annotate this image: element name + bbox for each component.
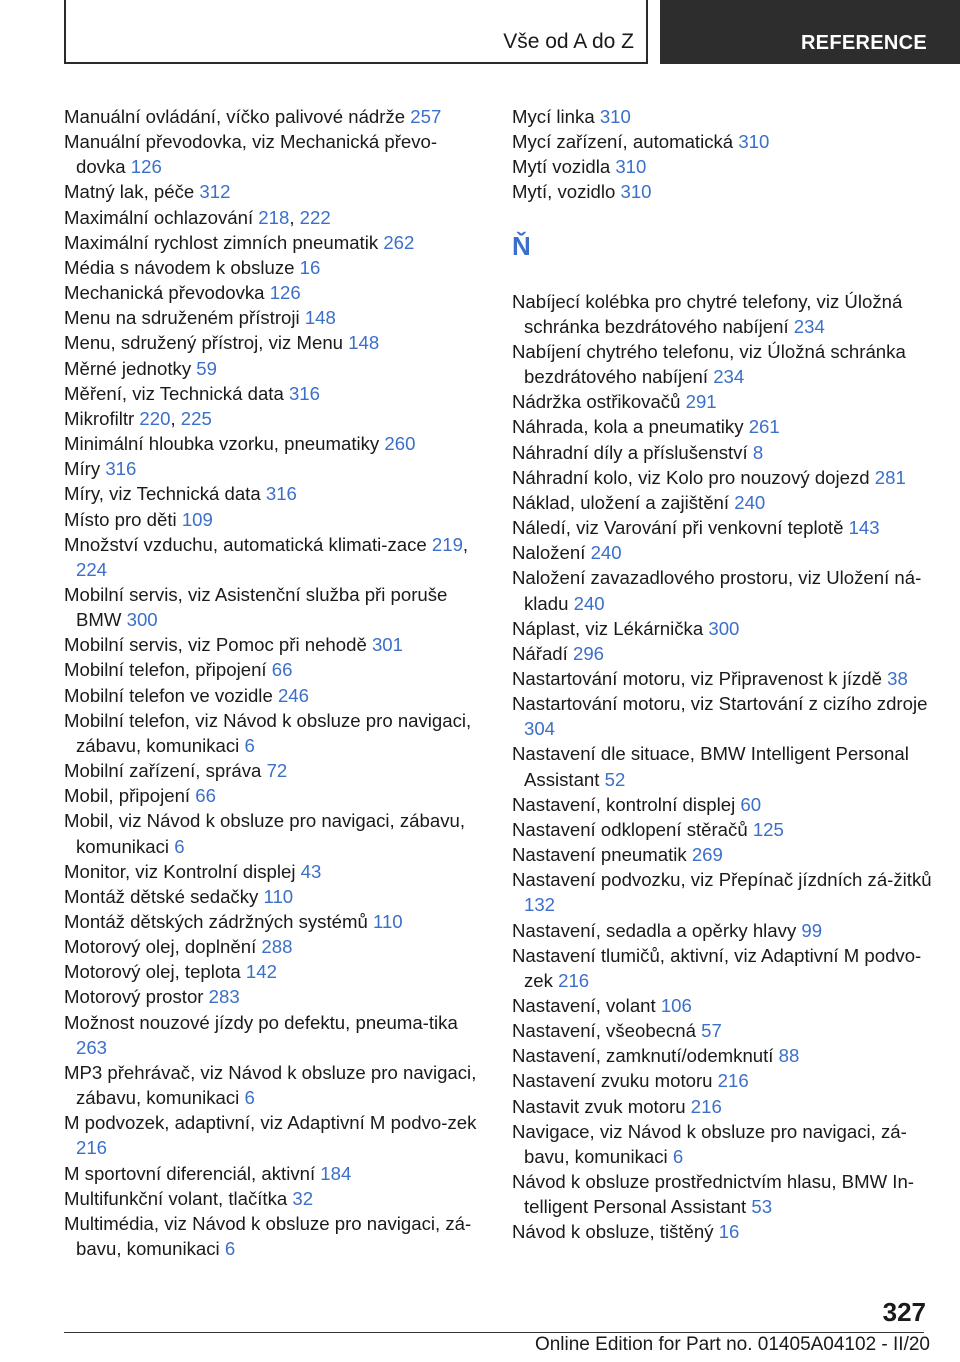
page-reference-link[interactable]: 260 [384,433,416,455]
index-entry-term: Motorový olej, teplota [64,961,241,983]
index-entry [64,280,484,305]
index-entry [512,1169,932,1219]
index-entry-term: Míry [64,458,101,480]
index-entry [512,154,932,179]
index-entry-term: Motorový prostor [64,986,204,1008]
index-entry-term: M podvozek, adaptivní, viz Adaptivní M podvo-zek [64,1112,477,1134]
index-entry [512,1119,932,1169]
index-entry-term: Mytí, vozidlo [512,181,616,203]
index-entry-term: Nabíjecí kolébka pro chytré telefony, viz Úložná schránka bezdrátového nabíjení [512,290,903,337]
index-entry [64,959,484,984]
page-reference-link[interactable]: 310 [615,156,647,178]
index-entry [64,783,484,808]
index-entry-term: Motorový olej, doplnění [64,936,257,958]
index-entry-term: Množství vzduchu, automatická klimati-zace [64,533,427,555]
index-entry [64,255,484,280]
page-reference-link[interactable]: 109 [181,508,213,530]
page-reference-link[interactable]: 6 [174,835,185,857]
index-entry-term: Nastavení, zamknutí/odemknutí [512,1045,774,1067]
index-entry [512,515,932,540]
page-reference-link[interactable]: 220 [139,407,171,429]
page-reference-link[interactable]: 110 [373,911,403,932]
page-reference-link[interactable]: 6 [672,1145,684,1167]
page-reference-link[interactable]: 240 [734,491,766,513]
chapter-tab [660,0,960,64]
index-entry [512,616,932,641]
index-entry [512,666,932,691]
page-reference-link[interactable]: 43 [300,860,322,882]
index-entry [64,356,484,381]
page-reference-link[interactable]: 310 [738,131,770,153]
page-reference-link[interactable]: 52 [604,768,626,790]
index-entry [512,339,932,389]
index-group-n [512,289,932,1245]
index-entry-term: Monitor, viz Kontrolní displej [64,860,296,882]
footer-edition: Online Edition for Part no. 01405A04102 - II/20 [534,1334,930,1355]
page-reference-link[interactable]: 234 [793,315,825,337]
page-reference-link[interactable]: 224 [76,558,108,580]
index-entry [512,465,932,490]
index-entry [64,1186,484,1211]
index-entry-term: Navigace, viz Návod k obsluze pro navigaci, zá-bavu, komunikaci [512,1120,907,1167]
index-entry [512,414,932,439]
index-entry-term: Návod k obsluze, tištěný [512,1221,714,1243]
page-reference-link[interactable]: 283 [208,986,240,1008]
index-entry-term: Mobilní servis, viz Asistenční služba při poruše BMW [64,583,448,631]
index-entry [512,490,932,515]
page-reference-link[interactable]: 316 [105,458,137,480]
index-entry: Mikrofiltr 220, 225 [64,407,212,429]
page-reference-link[interactable]: 291 [685,391,717,413]
index-entry-term: Měrné jednotky [64,357,192,379]
index-entry-term: M sportovní diferenciál, aktivní [64,1162,316,1184]
page-reference-link[interactable]: 261 [748,416,780,438]
index-entry [512,129,932,154]
index-entry-term: Nastavení, sedadla a opěrky hlavy [512,919,797,941]
index-entry-term: Maximální ochlazování [64,206,254,228]
page-reference-link[interactable]: 132 [524,894,556,916]
index-entry [64,179,484,204]
page-reference-link[interactable]: 126 [130,156,162,178]
page-reference-link[interactable]: 246 [277,684,309,706]
page-reference-link[interactable]: 99 [801,919,823,941]
page-reference-link[interactable]: 316 [288,382,320,404]
page-reference-link[interactable]: 216 [717,1070,749,1092]
index-entry-term: Mobilní zařízení, správa [64,760,262,782]
index-entry-term: Mycí zařízení, automatická [512,131,734,153]
index-entry [512,943,932,993]
page-reference-link[interactable]: 184 [320,1162,352,1184]
section-tab [64,0,648,64]
index-entry [64,456,484,481]
index-entry [64,305,484,330]
index-entry-term: Náplast, viz Lékárnička [512,617,704,639]
index-entry [64,1161,484,1186]
page-reference-link[interactable]: 288 [261,936,293,958]
page-reference-link[interactable]: 53 [751,1196,773,1218]
page-reference-link[interactable]: 106 [660,995,692,1016]
page-reference-link[interactable]: 66 [195,785,216,807]
page-reference-link[interactable]: 312 [199,181,231,203]
index-entry-term: Náhrada, kola a pneumatiky [512,416,744,438]
page-reference-link[interactable]: 143 [848,517,880,539]
index-entry [512,389,932,414]
index-entry-term: Mobilní servis, viz Pomoc při nehodě [64,634,367,656]
page-reference-link[interactable]: 125 [752,818,784,840]
index-entry [64,683,484,708]
index-entry-term: Nastavení, volant [512,995,656,1016]
chapter-label: REFERENCE [800,32,927,54]
index-entry-term: Mobilní telefon, viz Návod k obsluze pro navigaci, zábavu, komunikaci [64,709,472,756]
index-entry [512,792,932,817]
index-entry-term: Manuální ovládání, víčko palivové nádrže [64,106,406,127]
page-reference-link[interactable]: 225 [180,407,212,429]
index-entry [512,565,932,615]
index-entry-term: Manuální převodovka, viz Mechanická převo-dovka [64,131,438,178]
index-entry-term: Multifunkční volant, tlačítka [64,1187,288,1209]
index-entry-term: Multimédia, viz Návod k obsluze pro navigaci, zá-bavu, komunikaci [64,1212,472,1260]
page-reference-link[interactable]: 257 [410,106,442,127]
page-reference-link[interactable]: 300 [126,609,158,631]
index-entry [512,842,932,867]
index-entry-term: Mechanická převodovka [64,282,265,304]
page-reference-link[interactable]: 6 [224,1238,236,1260]
index-column-left [64,104,484,1261]
page-reference-link[interactable]: 6 [244,1087,255,1109]
index-entry [64,884,484,909]
page-reference-link[interactable]: 240 [573,592,605,614]
index-entry-term: Nabíjení chytrého telefonu, viz Úložná schránka bezdrátového nabíjení [512,340,906,388]
index-entry-term: Montáž dětských zádržných systémů [64,911,368,932]
page-reference-link[interactable]: 263 [76,1036,108,1058]
index-entry-term: Místo pro děti [64,508,177,530]
index-entry-term: Montáž dětské sedačky [64,885,259,907]
page-reference-link[interactable]: 316 [265,483,297,505]
index-entry-term: Menu na sdruženém přístroji [64,307,300,329]
index-entry [512,540,932,565]
index-entry [512,641,932,666]
index-entry [64,330,484,355]
index-entry-term: Náklad, uložení a zajištění [512,491,730,513]
index-entry [512,918,932,943]
index-entry [512,440,932,465]
page-reference-link[interactable]: 222 [299,206,331,228]
index-entry-term: Nastavení pneumatik [512,844,687,866]
page-reference-link[interactable]: 110 [263,885,294,907]
index-entry [512,817,932,842]
index-entry-term: Nastavení, všeobecná [512,1020,696,1042]
page-reference-link[interactable]: 240 [590,542,622,564]
page-reference-link[interactable]: 88 [778,1045,800,1067]
page-reference-link[interactable]: 269 [691,844,723,866]
index-entry [512,1043,932,1068]
index-entry [64,808,484,858]
index-entry [64,129,484,179]
page-reference-link[interactable]: 16 [299,256,321,278]
index-entry-term: Nastavit zvuk motoru [512,1095,686,1117]
page-number: 327 [882,1297,926,1327]
page-reference-link[interactable]: 219 [431,533,463,555]
index-entry [512,691,932,741]
index-entry-term: Měření, viz Technická data [64,382,284,404]
index-entry [64,230,484,255]
index-entry-term: Nastavení, kontrolní displej [512,793,736,815]
page-reference-link[interactable]: 300 [708,617,740,639]
page-reference-link[interactable]: 126 [269,282,301,304]
index-entry-term: Náledí, viz Varování při venkovní teplotě [512,517,844,539]
index-entry-term: Míry, viz Technická data [64,483,261,505]
index-entry [512,993,932,1018]
index-entry [512,1219,932,1244]
index-entry [512,104,932,129]
page-reference-link[interactable]: 296 [572,642,605,664]
index-entry-term: Naložení zavazadlového prostoru, viz Uložení ná-kladu [512,567,922,614]
index-entry-term: Mobil, viz Návod k obsluze pro navigaci, zábavu, komunikaci [64,810,466,857]
index-entry-term: Nádržka ostřikovačů [512,391,681,413]
index-entry-term: Naložení [512,542,586,564]
page-reference-link[interactable]: 262 [383,231,415,253]
index-entry [64,582,484,632]
page-reference-link[interactable]: 32 [292,1187,314,1209]
page-reference-link[interactable]: 142 [245,961,277,983]
index-entry [64,507,484,532]
index-entry [64,909,484,934]
index-entry-term: Mikrofiltr [64,407,135,429]
page-reference-link[interactable]: 60 [740,793,762,815]
index-entry [64,859,484,884]
index-entry [64,1211,484,1261]
index-entry [512,741,932,791]
page-reference-link[interactable]: 304 [524,718,556,740]
page-reference-link[interactable]: 281 [874,466,906,488]
page-reference-link[interactable]: 216 [690,1095,722,1117]
page-reference-link[interactable]: 6 [244,734,255,756]
index-entry-term: Nářadí [512,642,568,664]
index-entry [64,1010,484,1060]
index-entry-term: Matný lak, péče [64,181,195,203]
index-entry-term: Nastavení zvuku motoru [512,1070,713,1092]
page-reference-link[interactable]: 310 [599,106,631,127]
page-reference-link[interactable]: 216 [76,1137,108,1159]
page-reference-link[interactable]: 148 [348,332,380,354]
index-entry [64,934,484,959]
index-entry [64,431,484,456]
index-entry-term: Maximální rychlost zimních pneumatik [64,231,379,253]
page-reference-link[interactable]: 38 [887,667,908,689]
page-reference-link[interactable]: 310 [620,181,652,203]
index-entry-term: MP3 přehrávač, viz Návod k obsluze pro navigaci, zábavu, komunikaci [64,1061,477,1109]
index-entry [64,104,484,129]
index-entry [64,708,484,758]
section-label: Vše od A do Z [503,30,634,53]
index-entry [64,758,484,783]
index-entry-term: Menu, sdružený přístroj, viz Menu [64,332,344,354]
footer-divider [64,1332,924,1333]
page-reference-link[interactable]: 234 [713,366,745,388]
index-entry-term: Mycí linka [512,106,595,127]
index-entry [64,481,484,506]
index-entry [64,657,484,682]
index-entry-term: Minimální hloubka vzorku, pneumatiky [64,433,380,455]
index-entry-term: Nastavení odklopení stěračů [512,818,748,840]
index-entry-term: Nastartování motoru, viz Startování z cizího zdroje [512,693,928,715]
index-entry-term: Náhradní kolo, viz Kolo pro nouzový dojezd [512,466,870,488]
index-entry-term: Návod k obsluze prostřednictvím hlasu, BMW In-telligent Personal Assistant [512,1171,914,1218]
index-entry [512,289,932,339]
index-entry-term: Možnost nouzové jízdy po defektu, pneuma-tika [64,1011,458,1033]
index-entry-term: Nastartování motoru, viz Připravenost k jízdě [512,667,882,689]
letter-heading: Ň [512,230,531,261]
page-reference-link[interactable]: 72 [266,760,288,782]
index-entry [64,381,484,406]
index-column-right [512,104,932,1245]
page-reference-link[interactable]: 216 [558,969,590,991]
index-entry-term: Média s návodem k obsluze [64,256,295,278]
page-reference-link[interactable]: 148 [304,307,336,329]
index-entry [64,984,484,1009]
index-entry: Množství vzduchu, automatická klimati-zace 219, 224 [64,533,469,580]
index-entry [512,1068,932,1093]
index-entry-term: Mobilní telefon ve vozidle [64,684,273,706]
index-entry [64,632,484,657]
page-reference-link[interactable]: 59 [196,357,217,379]
index-entry-term: Nastavení tlumičů, aktivní, viz Adaptivní M podvo-zek [512,944,922,991]
index-entry-term: Mobil, připojení [64,785,191,807]
index-entry-term: Mytí vozidla [512,156,611,178]
index-entry [64,1110,484,1160]
page-reference-link[interactable]: 66 [271,659,293,681]
page-reference-link[interactable]: 218 [258,206,290,228]
page-reference-link[interactable]: 57 [701,1020,722,1042]
index-group-my [512,104,932,205]
index-entry-term: Nastavení podvozku, viz Přepínač jízdních zá-žitků [512,869,932,891]
index-entry [512,867,932,917]
index-entry-term: Nastavení dle situace, BMW Intelligent Personal Assistant [512,743,909,790]
index-entry [512,1018,932,1043]
page-reference-link[interactable]: 301 [371,634,403,656]
index-entry [512,179,932,204]
index-entry: Maximální ochlazování 218, 222 [64,206,331,228]
index-entry [512,1094,932,1119]
page-reference-link[interactable]: 8 [752,441,764,463]
index-entry [64,1060,484,1110]
index-entry-term: Náhradní díly a příslušenství [512,441,748,463]
index-entry-term: Mobilní telefon, připojení [64,659,267,681]
page-reference-link[interactable]: 16 [718,1221,740,1243]
